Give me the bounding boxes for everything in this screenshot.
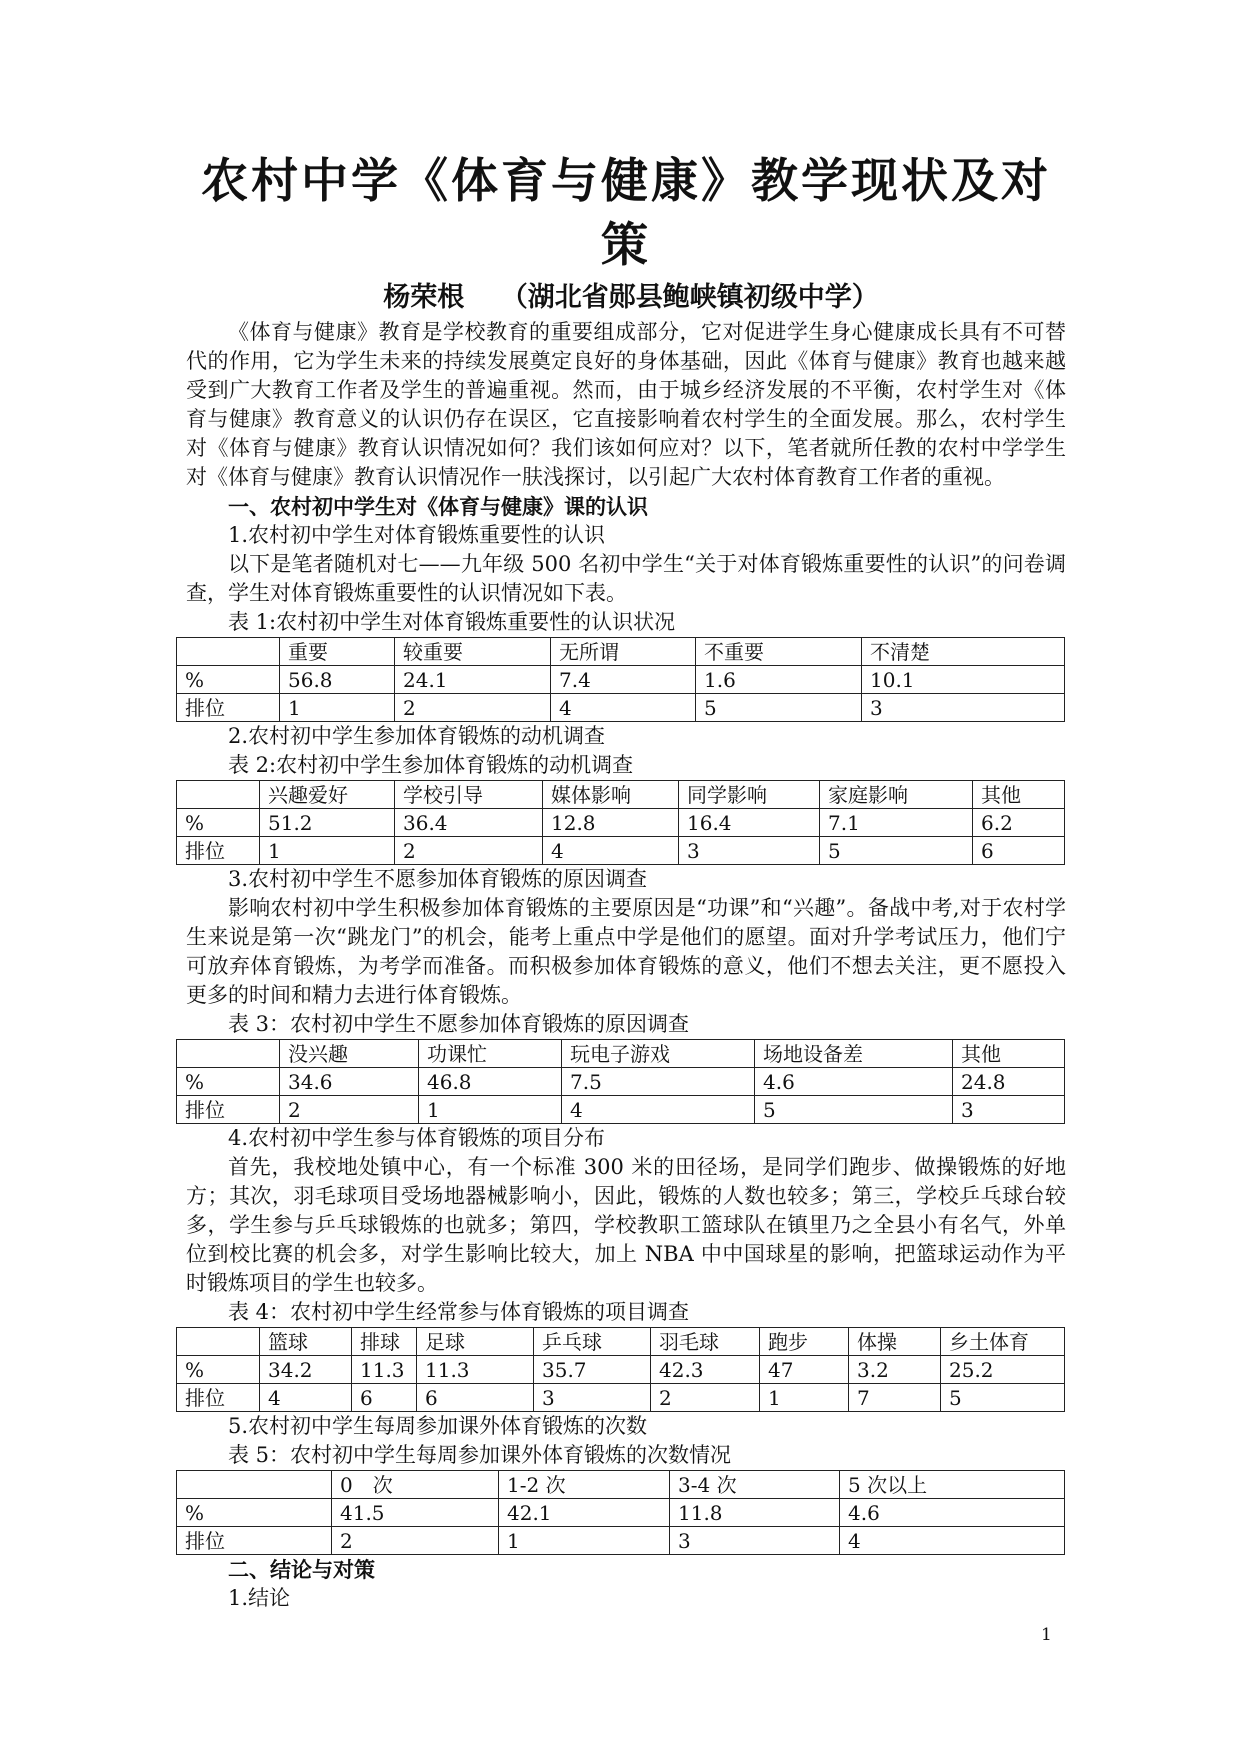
table3-header-cell: 玩电子游戏 <box>562 1040 755 1068</box>
table1-body <box>177 638 1065 722</box>
table4-cell: 3 <box>534 1384 651 1412</box>
table3-cell: 24.8 <box>953 1068 1065 1096</box>
table2-cell: 排位 <box>177 837 260 865</box>
table4-body <box>177 1328 1065 1412</box>
table4-cell: 6 <box>352 1384 417 1412</box>
table5-cell: % <box>177 1499 332 1527</box>
table5-header-row <box>177 1471 1065 1499</box>
table5-cell: 4 <box>840 1527 1065 1555</box>
table2-header-cell: 家庭影响 <box>820 781 973 809</box>
table-row <box>177 837 1065 865</box>
table1-cell: 3 <box>862 694 1065 722</box>
table3-cell: 5 <box>755 1096 953 1124</box>
table1-cell: 10.1 <box>862 666 1065 694</box>
table4-cell: 6 <box>417 1384 534 1412</box>
subsection5-heading: 5.农村初中学生每周参加课外体育锻炼的次数 <box>228 1414 648 1438</box>
table4-cell: 2 <box>651 1384 760 1412</box>
table2-cell: 6.2 <box>973 809 1065 837</box>
table2-cell: 6 <box>973 837 1065 865</box>
table5-cell: 41.5 <box>332 1499 499 1527</box>
table5-body <box>177 1471 1065 1555</box>
table2-header-row <box>177 781 1065 809</box>
subsection3-heading: 3.农村初中学生不愿参加体育锻炼的原因调查 <box>228 867 648 891</box>
table4-cell: 34.2 <box>260 1356 352 1384</box>
table3-header-cell: 功课忙 <box>419 1040 562 1068</box>
table3-caption: 表 3：农村初中学生不愿参加体育锻炼的原因调查 <box>228 1012 690 1036</box>
table2-cell: 51.2 <box>260 809 395 837</box>
table5-cell: 1 <box>499 1527 670 1555</box>
table1-header-cell: 较重要 <box>395 638 551 666</box>
document-page <box>186 150 1066 1613</box>
table4-header-cell: 跑步 <box>760 1328 849 1356</box>
table2-header-cell: 学校引导 <box>395 781 543 809</box>
table4 <box>176 1327 1065 1412</box>
table3-cell: 排位 <box>177 1096 280 1124</box>
table3-body <box>177 1040 1065 1124</box>
table5-cell: 排位 <box>177 1527 332 1555</box>
table4-cell: 11.3 <box>417 1356 534 1384</box>
table1-cell: 7.4 <box>551 666 696 694</box>
table2-cell: 4 <box>543 837 679 865</box>
table1-cell: 2 <box>395 694 551 722</box>
table5-cell: 2 <box>332 1527 499 1555</box>
table4-cell: 4 <box>260 1384 352 1412</box>
table4-cell: 5 <box>941 1384 1065 1412</box>
table3-cell: 3 <box>953 1096 1065 1124</box>
table1-cell: % <box>177 666 280 694</box>
subsection3-paragraph: 影响农村初中学生积极参加体育锻炼的主要原因是“功课”和“兴趣”。备战中考,对于农村学生来说是第一次“跳龙门”的机会，能考上重点中学是他们的愿望。面对升学考试压力，他们宁可放弃体育锻炼，为考学而准备。而积极参加体育锻炼的意义，他们不想去关注，更不愿投入更多的时间和精力去进行体育锻炼。 <box>186 896 1066 1007</box>
table4-header-row <box>177 1328 1065 1356</box>
subsection1-heading: 1.农村初中学生对体育锻炼重要性的认识 <box>228 523 606 547</box>
table5-caption: 表 5：农村初中学生每周参加课外体育锻炼的次数情况 <box>228 1443 732 1467</box>
subsection2-heading: 2.农村初中学生参加体育锻炼的动机调查 <box>228 724 606 748</box>
subsection6-heading: 1.结论 <box>228 1586 291 1610</box>
table-row <box>177 1384 1065 1412</box>
table3-header-cell: 场地设备差 <box>755 1040 953 1068</box>
table5-header-cell <box>177 1471 332 1499</box>
table4-caption: 表 4：农村初中学生经常参与体育锻炼的项目调查 <box>228 1300 690 1324</box>
table4-cell: 35.7 <box>534 1356 651 1384</box>
table2-cell: 16.4 <box>679 809 820 837</box>
table3-cell: 4.6 <box>755 1068 953 1096</box>
table3-cell: 46.8 <box>419 1068 562 1096</box>
section1-heading: 一、农村初中学生对《体育与健康》课的认识 <box>228 494 648 519</box>
table4-cell: 3.2 <box>849 1356 941 1384</box>
table1-cell: 1 <box>280 694 395 722</box>
table4-cell: 11.3 <box>352 1356 417 1384</box>
subsection4-heading: 4.农村初中学生参与体育锻炼的项目分布 <box>228 1126 606 1150</box>
table4-header-cell <box>177 1328 260 1356</box>
table4-header-cell: 足球 <box>417 1328 534 1356</box>
table4-cell: 47 <box>760 1356 849 1384</box>
table1-header-row <box>177 638 1065 666</box>
table5-cell: 11.8 <box>670 1499 840 1527</box>
table4-header-cell: 排球 <box>352 1328 417 1356</box>
section2-heading: 二、结论与对策 <box>228 1557 375 1582</box>
table1-header-cell: 不清楚 <box>862 638 1065 666</box>
table2-cell: % <box>177 809 260 837</box>
table-row <box>177 1527 1065 1555</box>
table5-header-cell: 5 次以上 <box>840 1471 1065 1499</box>
table-row <box>177 694 1065 722</box>
table5-cell: 42.1 <box>499 1499 670 1527</box>
table4-header-cell: 篮球 <box>260 1328 352 1356</box>
table2-cell: 36.4 <box>395 809 543 837</box>
table2-header-cell: 同学影响 <box>679 781 820 809</box>
table4-header-cell: 羽毛球 <box>651 1328 760 1356</box>
table3 <box>176 1039 1065 1124</box>
table2-cell: 1 <box>260 837 395 865</box>
table4-cell: 7 <box>849 1384 941 1412</box>
intro-paragraph: 《体育与健康》教育是学校教育的重要组成部分，它对促进学生身心健康成长具有不可替代的作用，它为学生未来的持续发展奠定良好的身体基础，因此《体育与健康》教育也越来越受到广大教育工作者及学生的普遍重视。然而，由于城乡经济发展的不平衡，农村学生对《体育与健康》教育意义的认识仍存在误区，它直接影响着农村学生的全面发展。那么，农村学生对《体育与健康》教育认识情况如何？我们该如何应对？以下，笔者就所任教的农村中学学生对《体育与健康》教育认识情况作一肤浅探讨，以引起广大农村体育教育工作者的重视。 <box>186 320 1066 489</box>
table2-cell: 12.8 <box>543 809 679 837</box>
table3-cell: 2 <box>280 1096 419 1124</box>
table1-caption: 表 1:农村初中学生对体育锻炼重要性的认识状况 <box>228 610 676 634</box>
table5-header-cell: 0 次 <box>332 1471 499 1499</box>
table-row <box>177 1499 1065 1527</box>
table3-header-cell <box>177 1040 280 1068</box>
table5-cell: 3 <box>670 1527 840 1555</box>
document-title: 农村中学《体育与健康》教学现状及对策 <box>201 154 1051 273</box>
table2-caption: 表 2:农村初中学生参加体育锻炼的动机调查 <box>228 753 634 777</box>
table5 <box>176 1470 1065 1555</box>
table3-header-cell: 没兴趣 <box>280 1040 419 1068</box>
table3-header-cell: 其他 <box>953 1040 1065 1068</box>
table5-header-cell: 1-2 次 <box>499 1471 670 1499</box>
table2-header-cell: 兴趣爱好 <box>260 781 395 809</box>
table1-cell: 24.1 <box>395 666 551 694</box>
table4-header-cell: 乒乓球 <box>534 1328 651 1356</box>
table3-cell: 34.6 <box>280 1068 419 1096</box>
table4-cell: % <box>177 1356 260 1384</box>
table4-header-cell: 乡土体育 <box>941 1328 1065 1356</box>
table2-cell: 5 <box>820 837 973 865</box>
table3-cell: % <box>177 1068 280 1096</box>
table2-header-cell: 媒体影响 <box>543 781 679 809</box>
table2-header-cell <box>177 781 260 809</box>
table4-header-cell: 体操 <box>849 1328 941 1356</box>
table2-header-cell: 其他 <box>973 781 1065 809</box>
table1 <box>176 637 1065 722</box>
table3-cell: 4 <box>562 1096 755 1124</box>
table2-cell: 3 <box>679 837 820 865</box>
author-byline: 杨荣根 （湖北省郧县鲍峡镇初级中学） <box>383 282 879 313</box>
table1-cell: 5 <box>696 694 862 722</box>
table1-header-cell <box>177 638 280 666</box>
table3-header-row <box>177 1040 1065 1068</box>
subsection4-paragraph: 首先，我校地处镇中心，有一个标准 300 米的田径场，是同学们跑步、做操锻炼的好地方；其次，羽毛球项目受场地器械影响小，因此，锻炼的人数也较多；第三，学校乒乓球台较多，学生参与乒乓球锻炼的也就多；第四，学校教职工篮球队在镇里乃之全县小有名气，外单位到校比赛的机会多，对学生影响比较大，加上 NBA 中中国球星的影响，把篮球运动作为平时锻炼项目的学生也较多。 <box>186 1155 1066 1295</box>
table-row <box>177 1356 1065 1384</box>
table-row <box>177 1068 1065 1096</box>
table4-cell: 排位 <box>177 1384 260 1412</box>
table3-cell: 7.5 <box>562 1068 755 1096</box>
table1-header-cell: 无所谓 <box>551 638 696 666</box>
table5-cell: 4.6 <box>840 1499 1065 1527</box>
table1-cell: 1.6 <box>696 666 862 694</box>
table-row <box>177 809 1065 837</box>
table1-cell: 排位 <box>177 694 280 722</box>
table-row <box>177 666 1065 694</box>
table2 <box>176 780 1065 865</box>
table1-header-cell: 重要 <box>280 638 395 666</box>
page-number: 1 <box>1041 1625 1052 1645</box>
table2-cell: 7.1 <box>820 809 973 837</box>
table1-header-cell: 不重要 <box>696 638 862 666</box>
table-row <box>177 1096 1065 1124</box>
table1-cell: 56.8 <box>280 666 395 694</box>
table4-cell: 42.3 <box>651 1356 760 1384</box>
table2-body <box>177 781 1065 865</box>
table2-cell: 2 <box>395 837 543 865</box>
table1-cell: 4 <box>551 694 696 722</box>
table5-header-cell: 3-4 次 <box>670 1471 840 1499</box>
table4-cell: 25.2 <box>941 1356 1065 1384</box>
table4-cell: 1 <box>760 1384 849 1412</box>
subsection1-paragraph: 以下是笔者随机对七——九年级 500 名初中学生“关于对体育锻炼重要性的认识”的问卷调查，学生对体育锻炼重要性的认识情况如下表。 <box>186 552 1066 605</box>
table3-cell: 1 <box>419 1096 562 1124</box>
